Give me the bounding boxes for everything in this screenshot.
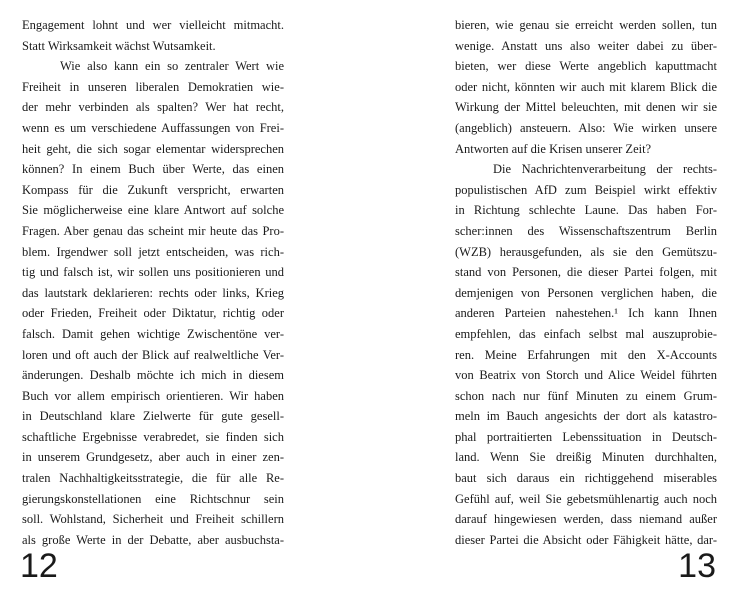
text-line: falsch. Damit gehen wichtige Zwischentöne ver- (22, 326, 284, 341)
page-number: 13 (678, 547, 716, 585)
right-text-column (455, 15, 717, 550)
text-line: bieten, wer diese Werte angeblich kaputtmacht (455, 59, 717, 74)
text-line: loren und oft auch der Blick auf realweltliche Ver- (22, 347, 284, 362)
text-line: in Deutschland klare Zielwerte für gute gesell- (22, 409, 284, 424)
right-page (369, 0, 738, 600)
text-line: anderen Parteien nahestehen.¹ Ich kann Ihnen (455, 306, 717, 321)
text-line: in Richtung schlechte Laune. Das haben For- (455, 203, 717, 218)
text-line: schon nach nur fünf Minuten zu einem Grum- (455, 388, 717, 403)
text-line: in unserem Grundgesetz, aber auch in einer zen- (22, 450, 284, 465)
text-line: phal portraitierten Lebenssituation in Deutsch- (455, 429, 717, 444)
text-line: Kompass für die Zukunft verspricht, erwarten (22, 182, 284, 197)
text-line: scher:innen des Wissenschaftszentrum Berlin (455, 223, 717, 238)
text-line: bieren, wie genau sie erreicht werden sollen, tun (455, 18, 717, 32)
text-line: soll. Wohlstand, Sicherheit und Freiheit schillern (22, 512, 284, 527)
text-line: als große Werte in der Debatte, aber ausbuchsta- (22, 532, 284, 547)
page-number: 12 (20, 547, 58, 585)
text-line: wenige. Anstatt uns also weiter dabei zu über- (455, 38, 717, 53)
text-line: Wie also kann ein so zentraler Wert wie (60, 59, 284, 74)
text-line: Freiheit in unseren liberalen Demokratien wie- (22, 79, 284, 94)
text-line: heit geht, die sich sogar elementar widersprechen (22, 141, 284, 156)
text-line: das lautstark deklarieren: rechts oder links, Krieg (22, 285, 284, 300)
text-line: Antworten auf die Krisen unserer Zeit? (455, 141, 652, 156)
text-line: gierungskonstellationen eine Richtschnur sein (22, 491, 284, 506)
text-line: darauf hingewiesen werden, dass niemand außer (455, 512, 717, 527)
text-line: Die Nachrichtenverarbeitung der rechts- (493, 162, 717, 177)
text-line: (WZB) herausgefunden, als sie den Gemütszu- (455, 244, 717, 259)
text-line: populistischen AfD zum Beispiel wirkt effektiv (455, 182, 717, 197)
text-line: oder Frieden, Freiheit oder Diktatur, richtig oder (22, 306, 284, 321)
text-line: Fragen. Aber genau das scheint mir heute das Pro- (22, 223, 284, 238)
left-text-column (22, 15, 284, 550)
text-line: Wirkung der Mittel beleuchten, mit denen wir sie (455, 100, 717, 115)
text-line: ren. Meine Erfahrungen mit den X-Accounts (455, 347, 717, 362)
text-line: änderungen. Deshalb möchte ich mich in diesem (22, 368, 284, 383)
text-line: schaftliche Ergebnisse verabredet, sie finden sich (22, 429, 284, 444)
text-line: tig und falsch ist, wir sollen uns positionieren und (22, 265, 284, 280)
text-line: tralen Nachhaltigkeitsstrategie, die für alle Re- (22, 471, 284, 486)
text-line: meln im Bauch angesichts der dort als katastro- (455, 409, 717, 424)
text-line: dieser Partei die Absicht oder Fähigkeit hätte, dar- (455, 532, 717, 547)
text-line: wenn es um verschiedene Auffassungen von Frei- (22, 120, 284, 135)
text-line: können? In einem Buch über Werte, das einen (22, 162, 284, 177)
text-line: stand von Personen, die dieser Partei folgen, mit (455, 265, 717, 280)
text-line: land. Wenn Sie dreißig Minuten durchhalten, (455, 450, 717, 465)
text-line: Buch vor allem empirisch orientieren. Wir haben (22, 388, 284, 403)
text-line: Engagement lohnt und wer vielleicht mitmacht. (22, 18, 284, 32)
text-line: (angeblich) ansteuern. Also: Wie wirken unsere (455, 120, 717, 135)
text-line: oder nicht, könnten wir auch mit klarem Blick die (455, 79, 717, 94)
text-line: der mehr verbinden als spalten? Wer hat recht, (22, 100, 284, 115)
text-line: blem. Irgendwer soll jetzt entscheiden, was rich- (22, 244, 284, 259)
text-line: Statt Wirksamkeit wächst Wutsamkeit. (22, 38, 216, 53)
text-line: baut sich daraus ein richtiggehend miserables (455, 471, 717, 486)
text-line: Gefühl auf, weil Sie gebetsmühlenartig auch noch (455, 491, 717, 506)
text-line: empfehlen, das einfach selbst mal auszuprobie- (455, 326, 717, 341)
text-line: demjenigen von Personen verglichen haben, die (455, 285, 717, 300)
text-line: von Beatrix von Storch und Alice Weidel führten (455, 368, 717, 383)
text-line: Sie möglicherweise eine klare Antwort auf solche (22, 203, 284, 218)
